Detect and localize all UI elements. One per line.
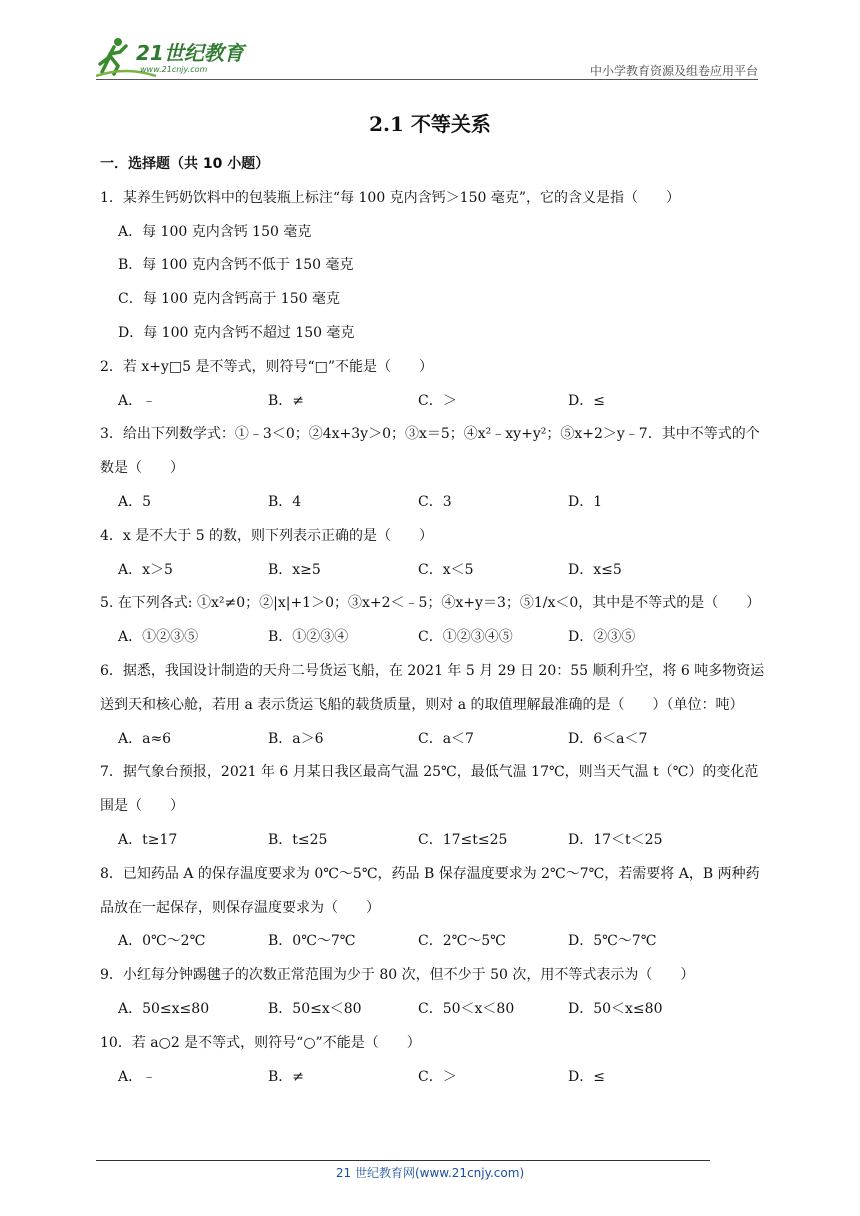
question-text: 7．据气象台预报，2021 年 6 月某日我区最高气温 25℃，最低气温 17℃，则当天气温 t（℃）的变化范围是（ ） [100, 764, 759, 815]
question-text: 6．据悉，我国设计制造的天舟二号货运飞船，在 2021 年 5 月 29 日 20：55 顺利升空，将 6 吨多物资运送到天和核心舱，若用 a 表示货运飞船的载货质量，则对 a 的取值理解最准确的是（ ）（单位：吨） [100, 662, 765, 713]
header-divider [96, 79, 758, 80]
header-platform-text: 中小学教育资源及组卷应用平台 [589, 64, 758, 78]
option-c: C．17≤t≤25 [418, 831, 508, 848]
question-9 [100, 959, 770, 1027]
option-b: B．≠ [268, 392, 305, 409]
option-c: C．每 100 克内含钙高于 150 毫克 [118, 291, 340, 308]
option-a: A．﹣ [118, 392, 157, 409]
option-b: B．x≥5 [268, 561, 321, 578]
question-list [100, 148, 770, 1094]
question-7 [100, 756, 770, 857]
question-6 [100, 655, 770, 756]
option-d: D．②③⑤ [568, 629, 636, 646]
option-b: B．≠ [268, 1068, 305, 1085]
question-text: 2．若 x+y□5 是不等式，则符号“□”不能是（ ） [100, 358, 434, 375]
question-text: 9．小红每分钟踢毽子的次数正常范围为少于 80 次，但不少于 50 次，用不等式表示为（ ） [100, 967, 695, 984]
option-d: D．17＜t＜25 [568, 831, 663, 848]
page-title: 2.1 不等关系 [369, 112, 491, 136]
option-b: B．50≤x＜80 [268, 1000, 362, 1017]
question-text: 4．x 是不大于 5 的数，则下列表示正确的是（ ） [100, 527, 434, 544]
footer-link[interactable]: 21 世纪教育网(www.21cnjy.com) [335, 1166, 525, 1180]
question-text: 3．给出下列数学式：①﹣3＜0；②4x+3y＞0；③x＝5；④x²﹣xy+y²；⑤x+2＞y﹣7．其中不等式的个数是（ ） [100, 426, 760, 477]
question-10 [100, 1027, 770, 1095]
option-a: A．5 [118, 493, 152, 510]
option-c: C．50＜x＜80 [418, 1000, 515, 1017]
option-b: B．每 100 克内含钙不低于 150 毫克 [118, 257, 354, 274]
option-d: D．≤ [568, 392, 605, 409]
option-a: A．①②③⑤ [118, 629, 199, 646]
option-d: D．x≤5 [568, 561, 622, 578]
option-b: B．①②③④ [268, 629, 349, 646]
option-c: C．3 [418, 493, 452, 510]
option-d: D．1 [568, 493, 603, 510]
option-a: A．每 100 克内含钙 150 毫克 [118, 223, 312, 240]
option-b: B．t≤25 [268, 831, 328, 848]
option-c: C．①②③④⑤ [418, 629, 513, 646]
option-c: C．2℃～5℃ [418, 933, 506, 950]
option-a: A．t≥17 [118, 831, 178, 848]
question-2 [100, 351, 770, 419]
option-a: A．x＞5 [118, 561, 173, 578]
logo-text: 21世纪教育 [136, 41, 244, 65]
option-c: C．x＜5 [418, 561, 474, 578]
option-a: A．﹣ [118, 1068, 157, 1085]
section-heading: 一．选择题（共 10 小题） [100, 156, 270, 172]
question-text: 1．某养生钙奶饮料中的包装瓶上标注“每 100 克内含钙＞150 毫克”，它的含义是指（ ） [100, 189, 681, 206]
option-d: D．≤ [568, 1068, 605, 1085]
option-c: C．a＜7 [418, 730, 474, 747]
question-1 [100, 182, 770, 351]
option-b: B．a＞6 [268, 730, 324, 747]
site-logo [96, 36, 261, 78]
option-c: C．＞ [418, 1068, 457, 1085]
option-d: D．6＜a＜7 [568, 730, 648, 747]
option-c: C．＞ [418, 392, 457, 409]
option-b: B．4 [268, 493, 302, 510]
option-d: D．每 100 克内含钙不超过 150 毫克 [118, 324, 355, 341]
option-a: A．0℃～2℃ [118, 933, 206, 950]
question-text: 10．若 a○2 是不等式，则符号“○”不能是（ ） [100, 1034, 421, 1051]
footer-divider [96, 1160, 710, 1161]
option-d: D．5℃～7℃ [568, 933, 657, 950]
logo-url: www.21cnjy.com [140, 65, 208, 74]
question-4 [100, 520, 770, 588]
question-5 [100, 587, 770, 655]
option-a: A．50≤x≤80 [118, 1000, 210, 1017]
question-text: 5. 在下列各式: ①x²≠0；②|x|+1＞0；③x+2＜﹣5；④x+y＝3；⑤1/x＜0，其中是不等式的是（ ） [100, 595, 761, 612]
option-d: D．50＜x≤80 [568, 1000, 663, 1017]
question-3 [100, 418, 770, 519]
question-text: 8．已知药品 A 的保存温度要求为 0℃～5℃，药品 B 保存温度要求为 2℃～7℃，若需要将 A，B 两种药品放在一起保存，则保存温度要求为（ ） [100, 865, 760, 916]
option-a: A．a≈6 [118, 730, 172, 747]
option-b: B．0℃～7℃ [268, 933, 356, 950]
question-8 [100, 858, 770, 959]
